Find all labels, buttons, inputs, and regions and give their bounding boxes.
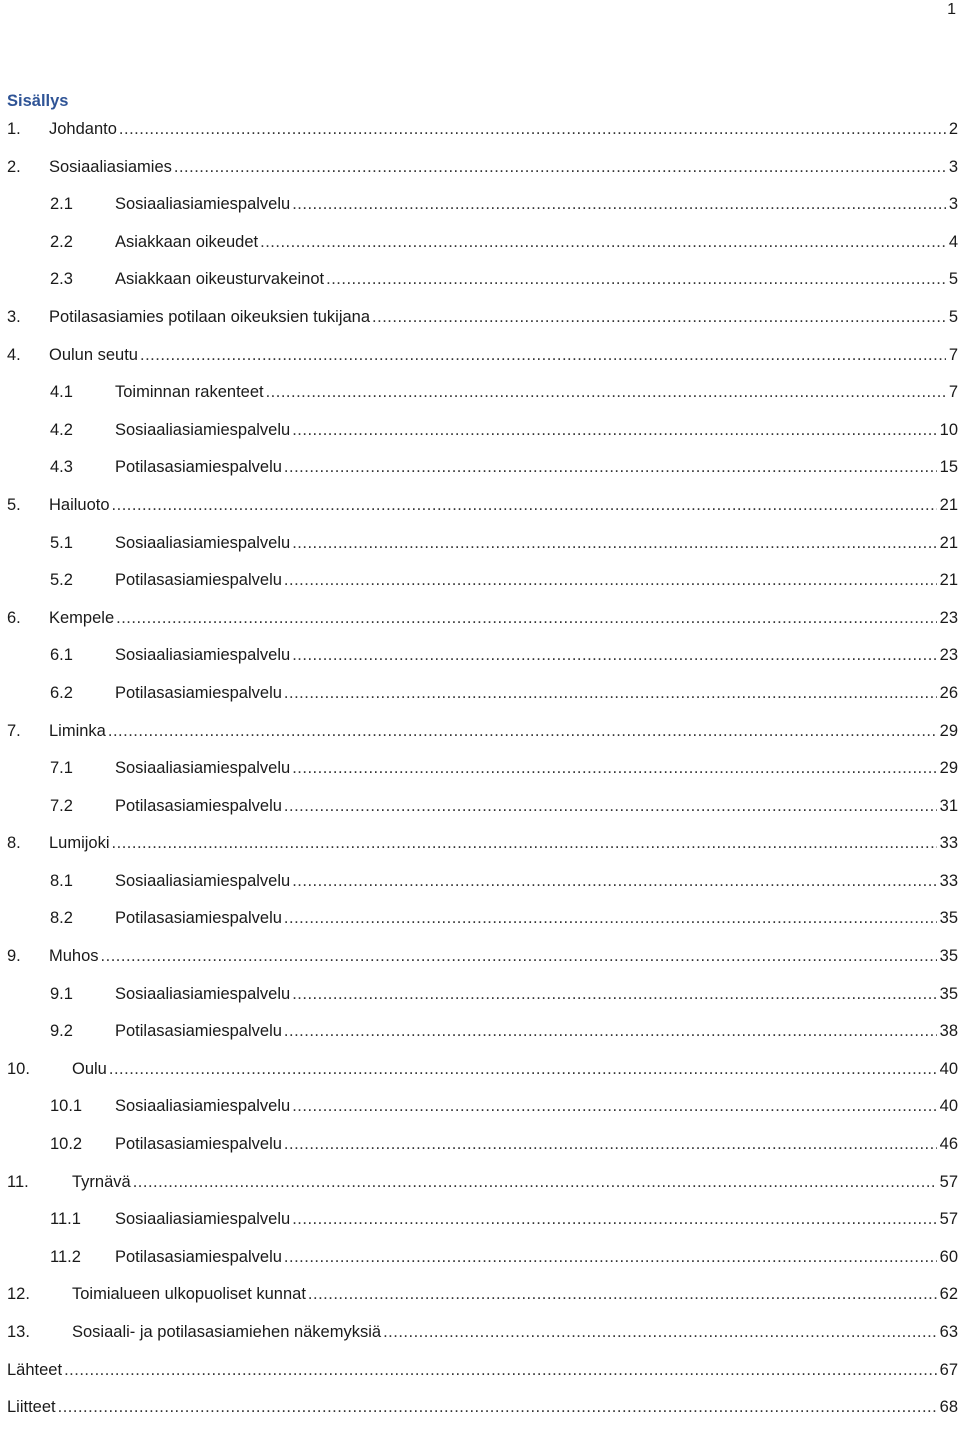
toc-dot-leader [112, 832, 937, 854]
toc-entry-number: 11.1 [50, 1210, 81, 1229]
toc-entry-page: 29 [939, 721, 958, 740]
toc-entry[interactable] [7, 1321, 958, 1359]
toc-dot-leader [292, 532, 936, 554]
toc-entry-label: Sosiaaliasiamies [49, 157, 172, 176]
toc-entry-page: 57 [939, 1210, 958, 1229]
toc-dot-leader [284, 456, 937, 478]
toc-dot-leader [383, 1321, 937, 1343]
toc-entry-page: 40 [939, 1059, 958, 1078]
toc-dot-leader [284, 795, 937, 817]
toc-entry[interactable] [7, 1171, 958, 1209]
toc-entry-number: 2.2 [50, 232, 73, 251]
toc-entry-page: 26 [939, 683, 958, 702]
toc-entry-label: Hailuoto [49, 495, 110, 514]
toc-dot-leader [292, 644, 936, 666]
toc-entry-number: 1. [7, 120, 21, 138]
toc-entry-page: 21 [939, 495, 958, 514]
toc-entry[interactable] [7, 344, 958, 382]
toc-dot-leader [133, 1171, 937, 1193]
toc-entry[interactable] [7, 532, 958, 570]
toc-entry-label: Liitteet [7, 1398, 56, 1417]
table-of-contents [7, 118, 958, 1434]
toc-dot-leader [292, 983, 936, 1005]
toc-entry[interactable] [7, 1283, 958, 1321]
toc-entry-page: 23 [939, 646, 958, 665]
toc-entry-number: 9.2 [50, 1022, 73, 1041]
toc-entry[interactable] [7, 306, 958, 344]
toc-entry-label: Sosiaali- ja potilasasiamiehen näkemyksiä [72, 1323, 382, 1341]
toc-dot-leader [292, 870, 936, 892]
toc-dot-leader [109, 1058, 937, 1080]
toc-entry-number: 4.3 [50, 458, 73, 477]
toc-dot-leader [266, 381, 946, 403]
toc-entry-page: 67 [939, 1360, 958, 1379]
toc-entry[interactable] [7, 682, 958, 720]
toc-entry-label: Muhos [49, 947, 99, 966]
toc-entry[interactable] [7, 419, 958, 457]
toc-entry-label: Potilasasiamiespalvelu [115, 1247, 282, 1266]
toc-dot-leader [108, 720, 937, 742]
toc-dot-leader [101, 945, 937, 967]
toc-entry-page: 5 [948, 307, 958, 326]
toc-dot-leader [292, 1095, 936, 1117]
toc-entry-number: 2. [7, 157, 21, 176]
toc-dot-leader [284, 1133, 937, 1155]
toc-entry-page: 40 [939, 1097, 958, 1116]
toc-entry-label: Lumijoki [49, 834, 110, 853]
toc-entry-page: 29 [939, 759, 958, 778]
toc-entry-page: 35 [939, 947, 958, 966]
toc-entry-label: Tyrnävä [72, 1172, 131, 1191]
toc-entry-page: 33 [939, 834, 958, 853]
toc-entry[interactable] [7, 569, 958, 607]
toc-entry-label: Liminka [49, 721, 106, 740]
toc-entry-page: 63 [939, 1323, 958, 1341]
toc-entry-page: 62 [939, 1285, 958, 1304]
toc-entry[interactable] [7, 1058, 958, 1096]
toc-entry-label: Potilasasiamiespalvelu [115, 1135, 282, 1154]
toc-entry-number: 8.2 [50, 909, 73, 928]
toc-entry-page: 7 [948, 345, 958, 364]
toc-entry-label: Sosiaaliasiamiespalvelu [115, 871, 291, 890]
toc-entry[interactable] [7, 832, 958, 870]
toc-entry-page: 31 [939, 796, 958, 815]
toc-entry-number: 4. [7, 345, 21, 364]
toc-entry-number: 2.3 [50, 270, 73, 289]
toc-entry-label: Toiminnan rakenteet [115, 383, 264, 402]
toc-dot-leader [174, 156, 946, 178]
toc-entry-page: 60 [939, 1247, 958, 1266]
toc-entry-page: 57 [939, 1172, 958, 1191]
toc-entry-label: Potilasasiamiespalvelu [115, 909, 282, 928]
toc-entry[interactable] [7, 607, 958, 645]
toc-entry-page: 68 [939, 1398, 958, 1417]
toc-entry[interactable] [7, 1020, 958, 1058]
toc-entry-number: 5.1 [50, 533, 73, 552]
toc-entry-number: 3. [7, 307, 21, 326]
toc-entry-page: 15 [939, 458, 958, 477]
toc-dot-leader [372, 306, 946, 328]
toc-entry-number: 5.2 [50, 571, 73, 590]
toc-dot-leader [112, 494, 937, 516]
toc-entry-page: 33 [939, 871, 958, 890]
toc-entry-label: Sosiaaliasiamiespalvelu [115, 984, 291, 1003]
toc-entry[interactable] [7, 381, 958, 419]
toc-entry-label: Sosiaaliasiamiespalvelu [115, 533, 291, 552]
toc-entry-label: Sosiaaliasiamiespalvelu [115, 646, 291, 665]
toc-entry-label: Sosiaaliasiamiespalvelu [115, 1097, 291, 1116]
toc-entry-page: 7 [948, 383, 958, 402]
toc-dot-leader [116, 607, 937, 629]
toc-entry-page: 38 [939, 1022, 958, 1041]
toc-entry-label: Potilasasiamiespalvelu [115, 571, 282, 590]
toc-entry[interactable] [7, 456, 958, 494]
toc-entry-number: 7.2 [50, 796, 73, 815]
toc-entry[interactable] [7, 870, 958, 908]
toc-dot-leader [284, 569, 937, 591]
toc-entry-page: 35 [939, 909, 958, 928]
toc-entry-number: 6.1 [50, 646, 73, 665]
toc-entry-label: Toimialueen ulkopuoliset kunnat [72, 1285, 306, 1304]
toc-entry-label: Lähteet [7, 1360, 63, 1379]
toc-entry[interactable] [7, 231, 958, 269]
toc-entry[interactable] [7, 193, 958, 231]
toc-entry-page: 21 [939, 571, 958, 590]
toc-entry-page: 21 [939, 533, 958, 552]
toc-entry-page: 46 [939, 1135, 958, 1154]
toc-dot-leader [284, 907, 937, 929]
toc-dot-leader [292, 193, 946, 215]
toc-entry[interactable] [7, 494, 958, 532]
toc-entry[interactable] [7, 118, 958, 156]
toc-entry-number: 7.1 [50, 759, 73, 778]
toc-entry-label: Kempele [49, 608, 115, 627]
toc-entry-page: 23 [939, 608, 958, 627]
toc-entry-label: Oulun seutu [49, 345, 138, 364]
toc-entry-label: Asiakkaan oikeudet [115, 232, 259, 251]
toc-entry[interactable] [7, 156, 958, 194]
toc-entry-label: Asiakkaan oikeusturvakeinot [115, 270, 325, 289]
toc-entry-label: Sosiaaliasiamiespalvelu [115, 420, 291, 439]
toc-entry-number: 8.1 [50, 871, 73, 890]
toc-dot-leader [260, 231, 946, 253]
toc-entry-number: 11. [7, 1172, 29, 1191]
toc-entry-number: 9.1 [50, 984, 73, 1003]
toc-entry-label: Johdanto [49, 120, 117, 138]
toc-entry-label: Sosiaaliasiamiespalvelu [115, 195, 291, 214]
toc-entry-label: Oulu [72, 1059, 107, 1078]
toc-entry-number: 8. [7, 834, 21, 853]
toc-entry[interactable] [7, 795, 958, 833]
toc-entry[interactable] [7, 757, 958, 795]
toc-dot-leader [284, 1020, 937, 1042]
toc-entry[interactable] [7, 1359, 958, 1397]
toc-dot-leader [308, 1283, 937, 1305]
toc-entry-number: 12. [7, 1285, 30, 1304]
toc-entry[interactable] [7, 1133, 958, 1171]
toc-entry-label: Potilasasiamiespalvelu [115, 458, 282, 477]
toc-entry-number: 10.1 [50, 1097, 83, 1116]
toc-dot-leader [292, 757, 936, 779]
toc-entry-number: 9. [7, 947, 21, 966]
toc-entry-number: 7. [7, 721, 21, 740]
toc-title: Sisällys [7, 92, 69, 110]
toc-entry-number: 2.1 [50, 195, 73, 214]
toc-dot-leader [119, 118, 946, 140]
toc-entry[interactable] [7, 644, 958, 682]
toc-entry-number: 10.2 [50, 1135, 83, 1154]
toc-dot-leader [284, 682, 937, 704]
toc-entry-page: 2 [948, 120, 958, 138]
toc-entry-label: Sosiaaliasiamiespalvelu [115, 759, 291, 778]
toc-entry-number: 4.1 [50, 383, 73, 402]
toc-entry-number: 11.2 [50, 1247, 81, 1266]
toc-entry-label: Sosiaaliasiamiespalvelu [115, 1210, 291, 1229]
toc-entry-page: 3 [948, 157, 958, 176]
toc-dot-leader [292, 1208, 936, 1230]
toc-entry-number: 4.2 [50, 420, 73, 439]
toc-entry[interactable] [7, 720, 958, 758]
toc-entry[interactable] [7, 268, 958, 306]
toc-entry-number: 6.2 [50, 683, 73, 702]
toc-dot-leader [326, 268, 946, 290]
toc-entry-number: 5. [7, 495, 21, 514]
toc-entry[interactable] [7, 907, 958, 945]
toc-dot-leader [284, 1246, 937, 1268]
toc-entry-page: 3 [948, 195, 958, 214]
toc-entry[interactable] [7, 1246, 958, 1284]
toc-entry[interactable] [7, 983, 958, 1021]
toc-dot-leader [140, 344, 946, 366]
toc-entry-page: 4 [948, 232, 958, 251]
toc-entry-label: Potilasasiamies potilaan oikeuksien tukijana [49, 307, 371, 326]
toc-entry-label: Potilasasiamiespalvelu [115, 796, 282, 815]
toc-entry-number: 10. [7, 1059, 30, 1078]
toc-entry-page: 5 [948, 270, 958, 289]
toc-entry-number: 13. [7, 1323, 30, 1341]
toc-dot-leader [64, 1359, 937, 1381]
toc-entry-label: Potilasasiamiespalvelu [115, 1022, 282, 1041]
toc-entry[interactable] [7, 1095, 958, 1133]
toc-entry[interactable] [7, 1208, 958, 1246]
page-number: 1 [947, 1, 956, 18]
toc-dot-leader [292, 419, 936, 441]
toc-entry[interactable] [7, 945, 958, 983]
toc-entry-number: 6. [7, 608, 21, 627]
toc-entry-label: Potilasasiamiespalvelu [115, 683, 282, 702]
toc-entry-page: 10 [939, 420, 958, 439]
toc-entry-page: 35 [939, 984, 958, 1003]
